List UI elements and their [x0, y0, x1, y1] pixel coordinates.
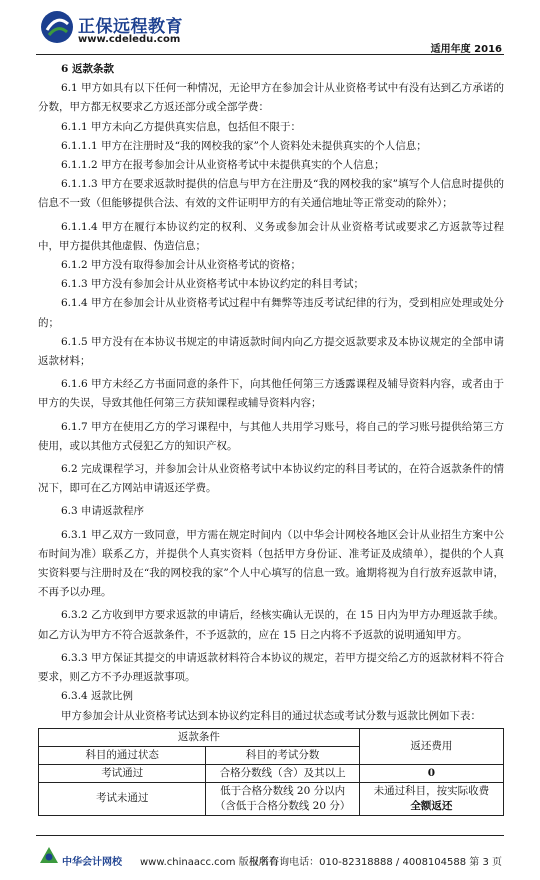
refund-ratio-table	[38, 728, 504, 816]
section-title: 6 返款条款	[61, 63, 114, 75]
paragraph: 6.1.1 甲方未向乙方提供真实信息，包括但不限于：	[61, 120, 302, 133]
table-header-cell: 返款条件	[39, 728, 360, 746]
footer-contact: 报名咨询电话：010-82318888 / 4008104588 第 3 页	[249, 857, 502, 868]
paragraph: 6.1.3 甲方没有参加会计从业资格考试中本协议约定的科目考试；	[61, 278, 365, 291]
paragraph: 6.1.1.3 甲方在要求返款时提供的信息与甲方在注册及“我的网校我的家”填写个人信息时提供的信息不一致（但能够提供合法、有效的文件证明甲方的有关通信地址等正常变动的除外）；	[38, 178, 504, 210]
paragraph: 6.1.4 甲方在参加会计从业资格考试过程中有舞弊等违反考试纪律的行为，受到相应处理或处分的；	[38, 297, 504, 329]
table-cell-line: 未通过科目，按实际收费	[373, 784, 490, 797]
brand-name: 正保远程教育	[78, 17, 183, 37]
paragraph: 6.3.3 甲方保证其提交的申请返款材料符合本协议的规定，若甲方提交给乙方的返款材料不符合要求，则乙方不予办理返款事项。	[38, 651, 504, 684]
brand-url: www.cdeledu.com	[78, 34, 181, 45]
paragraph: 6.3 申请返款程序	[61, 505, 145, 518]
year-label: 适用年度 2016	[430, 44, 502, 55]
table-cell: 考试通过	[39, 764, 206, 782]
table-cell: 0	[359, 764, 503, 782]
table-row	[39, 782, 504, 815]
paragraph: 甲方参加会计从业资格考试达到本协议约定科目的通过状态或考试分数与返款比例如下表：	[61, 709, 481, 722]
page-footer	[0, 845, 540, 875]
table-cell	[359, 782, 503, 815]
table-header-cell: 科目的考试分数	[206, 746, 359, 764]
paragraph: 6.1.1.4 甲方在履行本协议约定的权利、义务或参加会计从业资格考试或要求乙方返款等过程中，甲方提供其他虚假、伪造信息；	[38, 220, 504, 252]
chinaacc-logo-icon	[38, 845, 60, 867]
paragraph: 6.1.7 甲方在使用乙方的学习课程中，与其他人共用学习账号，将自己的学习账号提供给第三方使用，或以其他方式侵犯乙方的知识产权。	[38, 420, 504, 452]
page-header	[0, 0, 540, 56]
paragraph: 6.3.2 乙方收到甲方要求返款的申请后，经核实确认无误的，在 15 日内为甲方办理返款手续。如乙方认为甲方不符合返款条件，不予返款的，应在 15 日之内将不予返款的说明通知甲方。	[38, 609, 504, 641]
table-cell-line: 低于合格分数线 20 分以内	[220, 784, 346, 797]
table-cell-line: 全额返还	[410, 799, 453, 812]
paragraph: 6.1.2 甲方没有取得参加会计从业资格考试的资格；	[61, 259, 302, 272]
table-cell-line: （含低于合格分数线 20 分）	[214, 799, 351, 812]
table-row	[39, 728, 504, 746]
footer-divider	[36, 835, 504, 836]
paragraph: 6.1.5 甲方没有在本协议书规定的申请返款时间内向乙方提交返款要求及本协议规定的全部申请返款材料；	[38, 335, 504, 368]
table-row	[39, 764, 504, 782]
footer-site: www.chinaacc.com 版权所有	[140, 857, 279, 868]
document-body	[38, 60, 504, 816]
paragraph: 6.1.1.1 甲方在注册时及“我的网校我的家”个人资料处未提供真实的个人信息；	[61, 139, 427, 152]
table-cell: 合格分数线（含）及其以上	[206, 764, 359, 782]
header-divider	[36, 54, 504, 55]
paragraph: 6.1.6 甲方未经乙方书面同意的条件下，向其他任何第三方透露课程及辅导资料内容，或者由于甲方的失误，导致其他任何第三方获知课程或辅导资料内容；	[38, 378, 504, 410]
paragraph: 6.3.1 甲乙双方一致同意，甲方需在规定时间内（以中华会计网校各地区会计从业招生方案中公布时间为准）联系乙方，并提供个人真实资料（包括甲方身份证、准考证及成绩单），提供的个人真实资料要与注册时及在“我的网校我的家”个人中心填写的信息一致。逾期将视为自行放弃返款申请，不再予以办理。	[38, 528, 504, 599]
footer-brand: 中华会计网校	[62, 857, 122, 868]
table-cell	[206, 782, 359, 815]
zhengbao-logo-icon	[40, 10, 74, 44]
paragraph: 6.1.1.2 甲方在报考参加会计从业资格考试中未提供真实的个人信息；	[61, 159, 385, 172]
paragraph: 6.3.4 返款比例	[61, 690, 134, 703]
paragraph: 6.2 完成课程学习，并参加会计从业资格考试中本协议约定的科目考试的，在符合返款条件的情况下，即可在乙方网站申请返还学费。	[38, 463, 504, 495]
table-header-cell: 返还费用	[359, 728, 503, 764]
table-header-cell: 科目的通过状态	[39, 746, 206, 764]
table-cell: 考试未通过	[39, 782, 206, 815]
paragraph: 6.1 甲方如具有以下任何一种情况，无论甲方在参加会计从业资格考试中有没有达到乙方承诺的分数，甲方都无权要求乙方返还部分或全部学费：	[38, 82, 504, 114]
